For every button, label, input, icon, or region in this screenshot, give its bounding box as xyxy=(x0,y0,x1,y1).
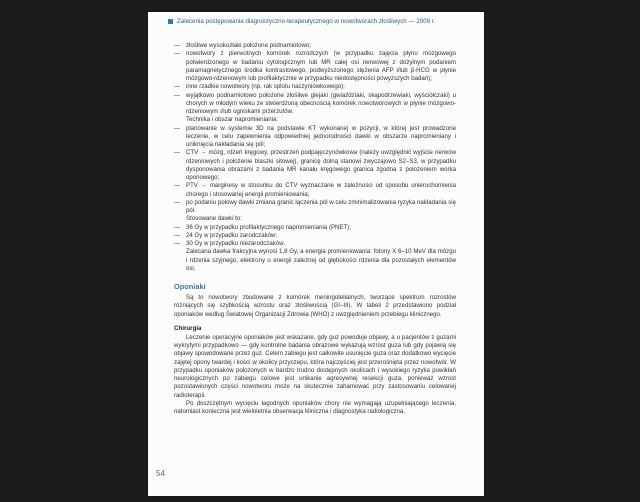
subsection-paragraph-2: Po doszczętnym wycięciu łagodnych oponiaków chory nie wymagają uzupełniającego leczenia, natomiast konieczna jest wieloletnia obserwacja kliniczna i diagnostyka radiologiczna. xyxy=(174,399,456,415)
dash-bullet: — xyxy=(174,91,181,99)
list-item xyxy=(174,92,456,117)
header-square-icon xyxy=(168,19,173,24)
list-item-text: 36 Gy w przypadku profilaktycznego napromieniania (PNET); xyxy=(186,223,351,231)
doses-list xyxy=(174,224,456,249)
indication-list xyxy=(174,42,456,116)
subsection-paragraph-1: Leczenie operacyjne oponiaków jest wskazane, gdy guz powoduje objawy, a u pacjentów z guzami wykrytymi przypadkowo — gdy kontrolne badania obrazowe wykazują wzrost guza lub gdy pojawią się objawy spowodowane przez guz. Celem zabiegu jest całkowite usunięcie guza oraz dodatkowo wycięcie zajętej opony twardej i kości w okolicy przyczepu, która najczęściej jest przerośnięta przez nowotwór. W przypadku oponiaków położonych w bardzo trudno dostępnych okolicach i wysokiego ryzyka powikłań neurologicznych po zabiegu celowe jest unikanie agresywnej resekcji guza, ponieważ wzrost pozostawionych części nowotworu może na skutecznie zahamować przy zastosowaniu celowanej radioterapii. xyxy=(174,333,456,399)
running-header xyxy=(168,18,474,25)
header-title: Zalecenia postępowania diagnostyczno-terapeutycznego w nowotworach złośliwych — 2009 r. xyxy=(177,18,436,25)
technique-heading: Technika i obszar napromieniania: xyxy=(186,116,279,124)
list-item-text: wyjątkowo podnamiotowo położone złośliwe glejaki (gwiaździaki, skąpodrzewiaki, wyściółczaki) u chorych w młodym wieku ze stwierdzoną obecnością komórek nowotworowych w płynie mózgowo-rdzeniowym i/lub ogniskami przerzutów. xyxy=(186,91,456,115)
list-item xyxy=(174,50,456,83)
document-page xyxy=(148,12,484,496)
list-item xyxy=(174,42,456,50)
page-number: 54 xyxy=(156,469,165,478)
dash-bullet: — xyxy=(174,231,181,239)
list-item xyxy=(174,125,456,150)
list-item xyxy=(174,149,456,182)
dash-bullet: — xyxy=(174,42,181,49)
dash-bullet: — xyxy=(174,240,181,247)
list-item-text: planowanie w systemie 3D na podstawie KT wykonanej w pozycji, w której jest prowadzone leczenie, w celu zapewnienia odpowiedniej jednorodności dawki w obszarze napromieniany i uniknięcia nakładania się pól; xyxy=(186,124,456,148)
dash-bullet: — xyxy=(174,198,181,206)
section-paragraph: Są to nowotwory zbudowane z komórek meningotelialnych, tworzące spektrum rozrostów różniących się szybkością wzrostu oraz złośliwością (GI–III). W tabeli 2 przedstawiono podział oponiaków według Światowej Organizacji Zdrowia (WHO) z uwzględnieniem przebiegu klinicznego. xyxy=(174,294,456,318)
section-title: Oponiaki xyxy=(174,282,206,291)
page-content xyxy=(174,42,456,416)
list-item-text: złośliwe wysokozłaki położone podnamiotowo; xyxy=(186,42,311,49)
dash-bullet: — xyxy=(174,149,181,157)
list-item xyxy=(174,224,456,232)
doses-heading: Stosowane dawki to: xyxy=(186,215,242,223)
list-item-text: inne rzadkie nowotwory (np. rak splotu naczyniówkowego); xyxy=(186,83,345,91)
list-item-text: nowotwory z pierwotnych komórek rozrodczych (w przypadku zajęcia płynu mózgowego potwierdzonego w badaniu cytologicznym lub MR całej osi nerwowej z dożylnym podaniem paramagnetycznego środka kontrastowego, podwyższonego stężenia AFP i/lub β-HCG w płynie mózgowo-rdzeniowym lub profilaktycznie w przypadku niedostępności powyższych badań); xyxy=(186,50,456,82)
list-item-text: 30 Gy w przypadku niezarodczaków. xyxy=(186,240,285,247)
dose-note: Zalecana dawka frakcyjna wynosi 1,8 Gy, a energia promieniowania: fotony X 6–10 MeV dla mózgu i rdzenia szyjnego, elektrony o energii zależnej od głębokości rdzenia dla pozostałych elementów osi. xyxy=(186,248,456,272)
dash-bullet: — xyxy=(174,124,181,132)
list-item xyxy=(174,199,456,216)
list-item-text: po podaniu połowy dawki zmiana granic łączenia pól w celu zminimalizowania ryzyka nakładania się pól. xyxy=(186,198,456,214)
list-item xyxy=(174,240,456,248)
list-item xyxy=(174,232,456,240)
list-item-text: PTV → marginesy w stosunku do CTV wyznaczane w zależności od sposobu unieruchomienia chorego i stosowanej energii promieniowania; xyxy=(186,182,456,198)
technique-list xyxy=(174,125,456,216)
dash-bullet: — xyxy=(174,182,181,190)
list-item-text: CTV → mózg, rdzeń kręgowy, przestrzeń podpajęczynówkowa (należy uwzględnić wyjście nerwów rdzeniowych i położenie blaszki sitowej), granicę dolną stanowi zwyczajowo S2–S3, w przypadku dysponowania obrazami z badania MR kanału kręgowego granica zgodna z położeniem worka oponowego; xyxy=(186,149,456,181)
list-item-text: 24 Gy w przypadku zarodczaków; xyxy=(186,231,278,239)
dash-bullet: — xyxy=(174,50,181,58)
subsection-title: Chirurgia xyxy=(174,324,202,332)
list-item xyxy=(174,83,456,91)
dash-bullet: — xyxy=(174,223,181,231)
dash-bullet: — xyxy=(174,83,181,91)
list-item xyxy=(174,182,456,199)
